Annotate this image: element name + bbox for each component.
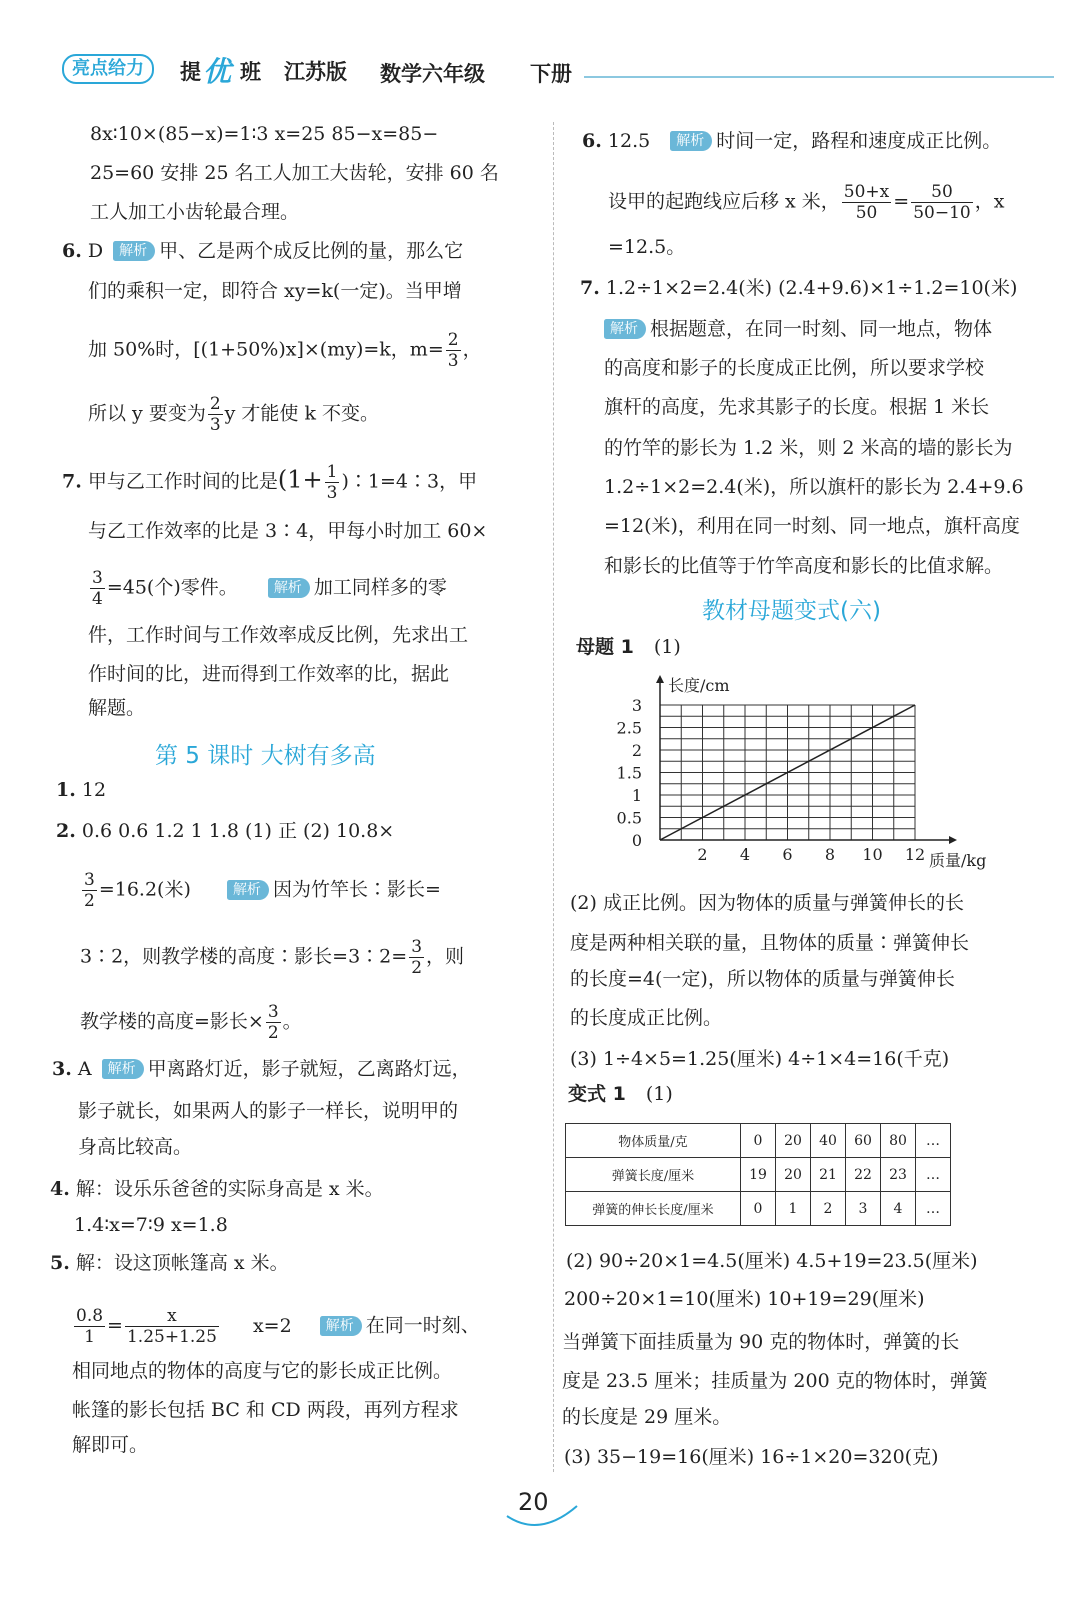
series-name-3: 班 — [240, 60, 261, 84]
text-line: 工人加工小齿轮最合理。 — [90, 201, 300, 223]
text-line — [604, 316, 992, 342]
header — [62, 52, 1054, 92]
answer-choice: D — [87, 240, 104, 262]
numerator: 50+x — [843, 182, 890, 202]
table-cell: 0 — [741, 1124, 776, 1158]
text-line: 们的乘积一定，即符合 xy=k(一定)。当甲增 — [88, 280, 462, 302]
answer-text: 0.6 0.6 1.2 1 1.8 (1) 正 (2) 10.8× — [81, 820, 395, 842]
denominator: 3 — [447, 351, 459, 371]
answer-text: 解：设这顶帐篷高 x 米。 — [75, 1252, 289, 1274]
analysis-badge: 解析 — [670, 131, 712, 151]
text-span: 。 — [282, 1010, 302, 1033]
x-tick-label: 12 — [904, 845, 926, 864]
fraction — [82, 870, 97, 911]
text-line: =12.5。 — [608, 236, 686, 258]
text-line: =12(米)，利用在同一时刻、同一地点，旗杆高度 — [604, 515, 1020, 537]
table-cell: 0 — [741, 1192, 776, 1226]
question-number: 3. — [52, 1058, 72, 1080]
text-span: )∶1=4∶3，甲 — [341, 470, 478, 493]
table-cell: 21 — [811, 1158, 846, 1192]
text-span: =16.2(米) — [98, 878, 191, 901]
x-tick-label: 2 — [697, 845, 708, 864]
text-line: 8x∶10×(85−x)=1∶3 x=25 85−x=85− — [90, 123, 439, 145]
analysis-badge: 解析 — [113, 241, 155, 261]
text-line — [80, 1002, 302, 1043]
y-tick-label: 1 — [631, 786, 642, 805]
denominator: 1 — [84, 1327, 95, 1347]
fraction — [325, 462, 340, 503]
part-label: (1) — [653, 636, 681, 658]
fraction — [409, 937, 424, 978]
text-line — [88, 394, 379, 435]
subject: 数学六年级 — [380, 62, 485, 86]
table-cell: 19 — [741, 1158, 776, 1192]
text-line: 25=60 安排 25 名工人加工大齿轮，安排 60 名 — [90, 162, 499, 184]
text-span: 甲与乙工作时间的比是 — [87, 470, 278, 493]
answer-7 — [62, 462, 477, 503]
question-number: 7. — [580, 277, 600, 299]
y-axis-label: 长度/cm — [668, 676, 730, 695]
y-tick-label: 2 — [631, 741, 642, 760]
y-tick-label: 0.5 — [616, 808, 642, 828]
numerator: 3 — [411, 937, 423, 957]
x-tick-label: 10 — [862, 845, 883, 864]
text-span: ，则 — [426, 945, 465, 968]
answer-2 — [56, 818, 394, 844]
table-cell: 20 — [776, 1124, 811, 1158]
x-axis-label: 质量/kg — [929, 851, 987, 870]
table-row-header: 弹簧的伸长长度/厘米 — [566, 1192, 741, 1226]
answer-text: 12.5 — [607, 130, 651, 152]
text-line: 解即可。 — [72, 1434, 149, 1456]
y-axis-arrow — [656, 675, 664, 683]
text-line: (3) 1÷4×5=1.25(厘米) 4÷1×4=16(千克) — [570, 1048, 950, 1070]
answer-3 — [52, 1056, 471, 1082]
table-cell: 2 — [811, 1192, 846, 1226]
answer-choice: A — [77, 1058, 92, 1080]
text-line: 与乙工作效率的比是 3∶4，甲每小时加工 60× — [88, 520, 488, 542]
question-label: 变式 1 — [568, 1083, 626, 1105]
denominator: 3 — [209, 415, 221, 435]
text-line: 200÷20×1=10(厘米) 10+19=29(厘米) — [564, 1288, 925, 1310]
text-line: 旗杆的高度，先求其影子的长度。根据 1 米长 — [604, 396, 990, 418]
x-tick-label: 6 — [782, 845, 793, 864]
analysis-text: 在同一时刻、 — [365, 1314, 480, 1337]
analysis-badge: 解析 — [102, 1059, 144, 1079]
table-row-header: 物体质量/克 — [566, 1124, 741, 1158]
x-tick-label: 4 — [739, 845, 751, 864]
table-cell: 60 — [846, 1124, 881, 1158]
text-span: x=2 — [252, 1314, 292, 1337]
text-line: 1.2÷1×2=2.4(米)，所以旗杆的影长为 2.4+9.6 — [604, 476, 1024, 498]
text-line — [80, 937, 464, 978]
table-cell: 22 — [846, 1158, 881, 1192]
question-number: 7. — [62, 470, 82, 493]
text-span: 教学楼的高度=影长× — [80, 1010, 264, 1033]
table-cell: 23 — [881, 1158, 916, 1192]
answer-text: 12 — [81, 779, 107, 801]
text-line — [88, 568, 447, 609]
analysis-badge: 解析 — [320, 1316, 362, 1336]
numerator: 1 — [326, 462, 338, 482]
text-span: 设甲的起跑线应后移 x 米， — [608, 190, 840, 213]
fraction — [266, 1002, 281, 1043]
series-name-1: 提 — [180, 60, 201, 84]
text-span: = — [107, 1314, 123, 1337]
text-line: (3) 35−19=16(厘米) 16÷1×20=320(克) — [564, 1446, 939, 1468]
analysis-badge: 解析 — [268, 578, 310, 598]
text-line: 的长度=4(一定)，所以物体的质量与弹簧伸长 — [570, 968, 955, 990]
answer-r6 — [582, 128, 1001, 154]
text-line: 和影长的比值等于竹竿高度和影长的比值求解。 — [604, 555, 1004, 577]
text-span: ， — [462, 338, 482, 361]
text-line — [608, 182, 1004, 223]
text-line: 作时间的比，进而得到工作效率的比，据此 — [88, 663, 450, 685]
x-axis-arrow — [949, 836, 957, 844]
text-span: = — [893, 190, 910, 213]
table-cell: 3 — [846, 1192, 881, 1226]
numerator: 50 — [911, 182, 973, 203]
answer-text: 1.2÷1×2=2.4(米) (2.4+9.6)×1÷1.2=10(米) — [605, 277, 1018, 299]
analysis-text: 甲、乙是两个成反比例的量，那么它 — [159, 240, 464, 262]
text-span: 所以 y 要变为 — [88, 402, 206, 425]
numerator: 3 — [84, 870, 95, 890]
text-span: 3∶2，则教学楼的高度∶影长=3∶2= — [80, 945, 408, 968]
text-line: 的长度成正比例。 — [570, 1007, 723, 1029]
variant-1 — [568, 1081, 673, 1107]
volume: 下册 — [530, 62, 572, 86]
denominator: 50 — [855, 203, 878, 223]
fraction — [74, 1306, 105, 1347]
fraction — [446, 330, 461, 371]
fraction — [842, 182, 891, 223]
text-span: ，x — [974, 190, 1005, 213]
page-number: 20 — [518, 1488, 549, 1516]
text-line — [88, 330, 482, 371]
table-cell: … — [916, 1192, 951, 1226]
question-number: 6. — [62, 240, 82, 262]
table-cell: 1 — [776, 1192, 811, 1226]
y-tick-label: 1.5 — [616, 763, 642, 783]
fraction — [208, 394, 223, 435]
numerator: 3 — [92, 568, 103, 588]
series-name-2: 优 — [203, 55, 232, 88]
analysis-text: 甲离路灯近，影子就短，乙离路灯远， — [147, 1058, 471, 1080]
text-line: 影子就长，如果两人的影子一样长，说明甲的 — [78, 1100, 459, 1122]
text-line: 1.4∶x=7∶9 x=1.8 — [74, 1214, 228, 1236]
y-tick-label: 3 — [631, 696, 642, 715]
numerator: 2 — [447, 330, 459, 350]
text-line — [72, 1306, 480, 1347]
answer-1 — [56, 777, 106, 803]
answer-4 — [50, 1176, 384, 1202]
text-line: 帐篷的影长包括 BC 和 CD 两段，再列方程求 — [72, 1399, 459, 1421]
text-line: 的长度是 29 厘米。 — [562, 1406, 732, 1428]
denominator: 2 — [411, 958, 423, 978]
fraction — [125, 1306, 219, 1347]
question-number: 2. — [56, 820, 76, 842]
text-line: 当弹簧下面挂质量为 90 克的物体时，弹簧的长 — [562, 1331, 960, 1353]
numerator: 0.8 — [76, 1306, 104, 1326]
text-line — [80, 870, 441, 911]
question-number: 4. — [50, 1178, 70, 1200]
table-row — [566, 1158, 951, 1192]
text-span: y 才能使 k 不变。 — [224, 402, 380, 425]
table-cell: 80 — [881, 1124, 916, 1158]
fraction — [90, 568, 105, 609]
header-rule — [584, 76, 1054, 78]
question-number: 1. — [56, 779, 76, 801]
page-number-swoosh — [505, 1502, 580, 1530]
denominator: 3 — [326, 483, 338, 503]
analysis-text: 根据题意，在同一时刻、同一地点，物体 — [650, 318, 993, 340]
numerator: 3 — [267, 1002, 279, 1022]
text-line: 相同地点的物体的高度与它的影长成正比例。 — [72, 1360, 453, 1382]
text-line: 的高度和影子的长度成正比例，所以要求学校 — [604, 357, 985, 379]
table-cell: … — [916, 1124, 951, 1158]
table-cell: 40 — [811, 1124, 846, 1158]
denominator: 4 — [92, 589, 103, 609]
text-line: (2) 成正比例。因为物体的质量与弹簧伸长的长 — [570, 892, 964, 914]
table-row — [566, 1192, 951, 1226]
y-tick-label: 0 — [631, 831, 642, 850]
y-tick-label: 2.5 — [616, 718, 642, 738]
numerator: x — [125, 1306, 219, 1327]
text-span: =45(个)零件。 — [106, 576, 238, 599]
denominator: 1.25+1.25 — [126, 1327, 217, 1347]
question-label: 母题 1 — [576, 636, 634, 658]
text-line: 身高比较高。 — [78, 1136, 193, 1158]
lesson-title: 第 5 课时 大树有多高 — [155, 743, 376, 769]
spring-table — [565, 1123, 951, 1226]
answer-text: 解：设乐乐爸爸的实际身高是 x 米。 — [75, 1178, 384, 1200]
spring-chart — [600, 668, 1020, 878]
analysis-badge: 解析 — [604, 319, 646, 339]
text-line: 度是两种相关联的量，且物体的质量∶弹簧伸长 — [570, 932, 970, 954]
analysis-badge: 解析 — [227, 880, 269, 900]
x-tick-label: 8 — [824, 845, 836, 864]
answer-r7 — [580, 275, 1017, 301]
analysis-text: 因为竹竿长∶影长= — [272, 878, 441, 901]
question-number: 6. — [582, 130, 602, 152]
denominator: 50−10 — [913, 203, 971, 223]
text-line: 度是 23.5 厘米；挂质量为 200 克的物体时，弹簧 — [562, 1370, 988, 1392]
mother-question-1 — [576, 634, 681, 660]
fraction — [911, 182, 973, 223]
denominator: 2 — [267, 1023, 279, 1043]
text-line: 件，工作时间与工作效率成反比例，先求出工 — [88, 624, 469, 646]
analysis-text: 时间一定，路程和速度成正比例。 — [716, 130, 1002, 152]
edition: 江苏版 — [284, 60, 347, 84]
table-cell: … — [916, 1158, 951, 1192]
brand-logo: 亮点给力 — [62, 54, 154, 84]
denominator: 2 — [84, 891, 95, 911]
column-divider — [553, 122, 554, 1472]
answer-6 — [62, 238, 463, 264]
text-line: (2) 90÷20×1=4.5(厘米) 4.5+19=23.5(厘米) — [566, 1250, 978, 1272]
table-row — [566, 1124, 951, 1158]
table-cell: 20 — [776, 1158, 811, 1192]
table-row-header: 弹簧长度/厘米 — [566, 1158, 741, 1192]
text-line: 解题。 — [88, 697, 146, 719]
analysis-text: 加工同样多的零 — [313, 576, 447, 599]
table-cell: 4 — [881, 1192, 916, 1226]
answer-5 — [50, 1250, 289, 1276]
text-span: 加 50%时，[(1+50%)x]×(my)=k，m= — [88, 338, 444, 361]
section-title: 教材母题变式(六) — [702, 598, 881, 624]
text-line: 的竹竿的影长为 1.2 米，则 2 米高的墙的影长为 — [604, 437, 1013, 459]
question-number: 5. — [50, 1252, 70, 1274]
numerator: 2 — [209, 394, 221, 414]
part-label: (1) — [645, 1083, 673, 1105]
text-span: (1+ — [277, 465, 323, 494]
